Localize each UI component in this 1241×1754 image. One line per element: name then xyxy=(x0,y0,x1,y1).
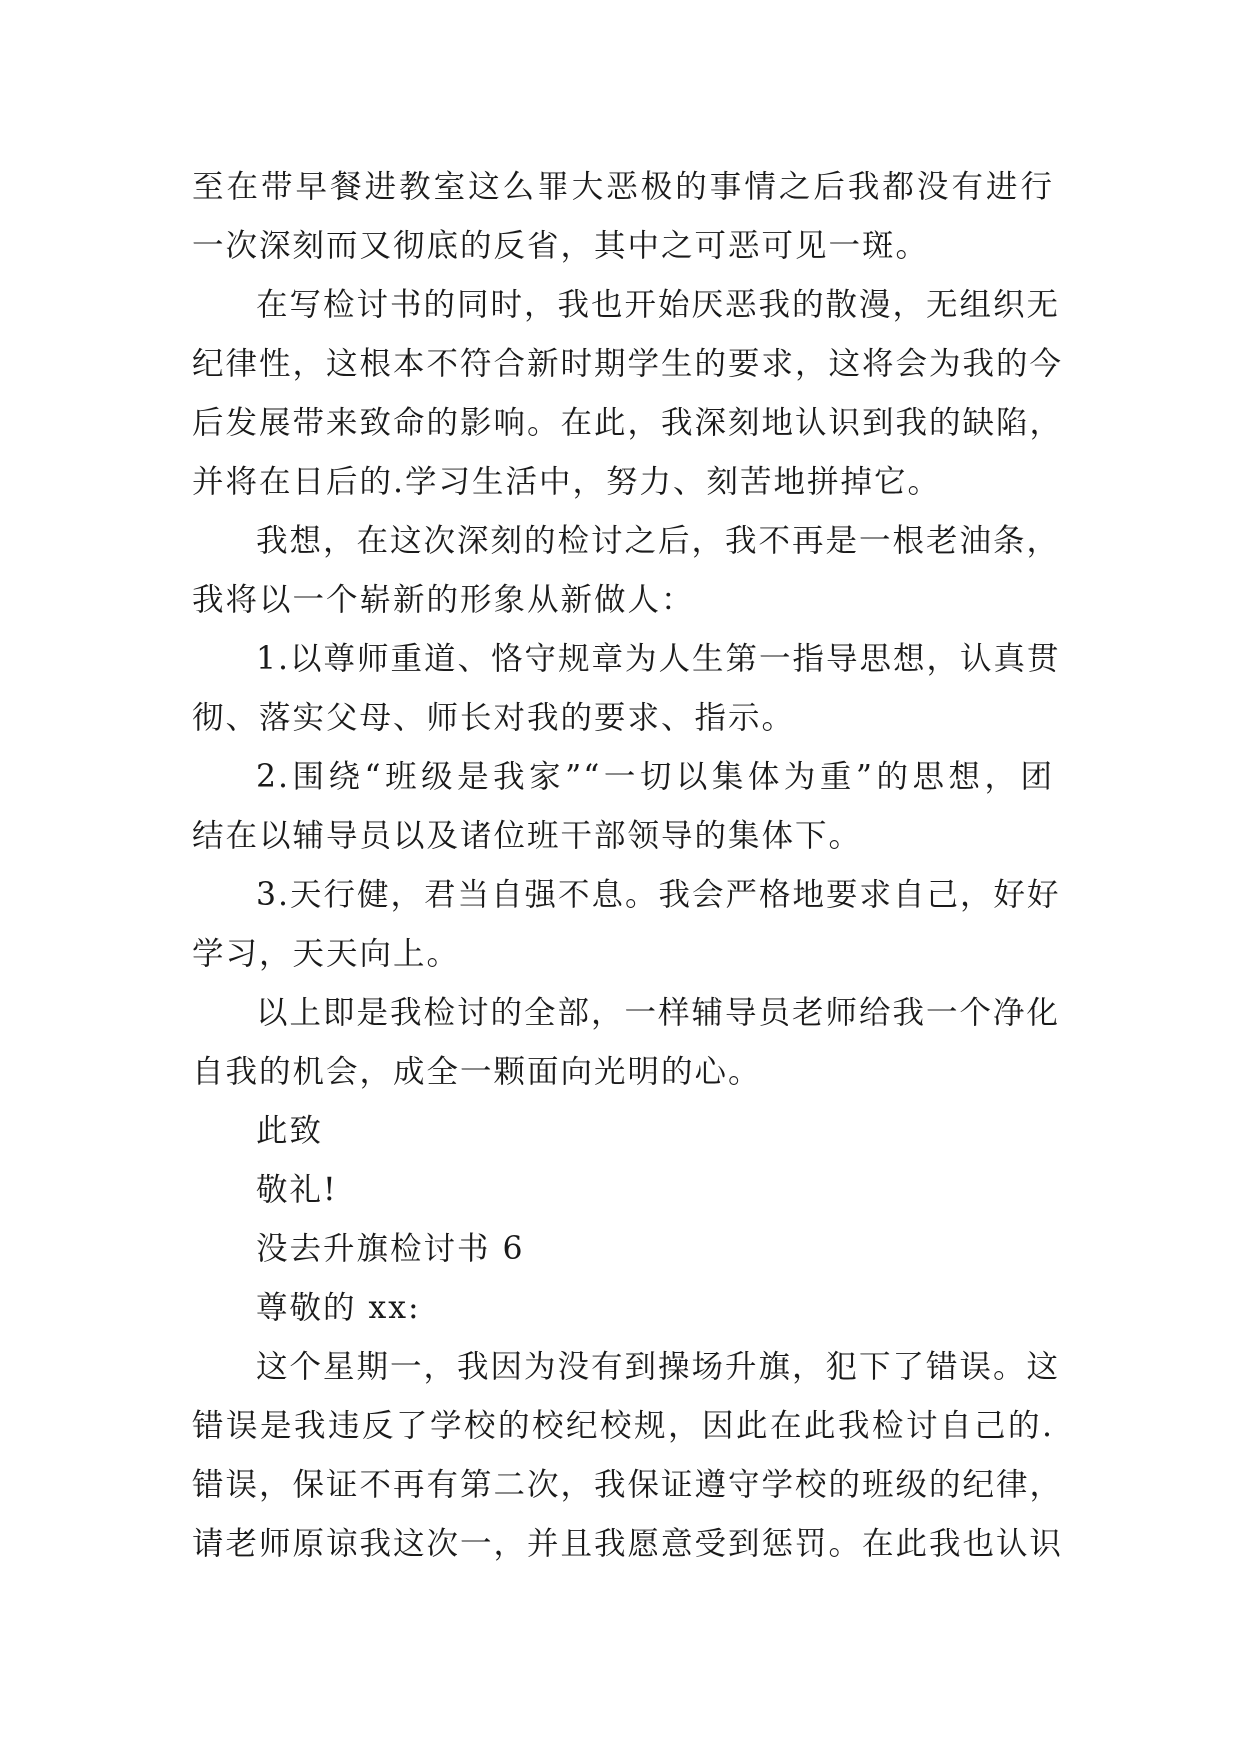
text-line: 请老师原谅我这次一，并且我愿意受到惩罚。在此我也认识 xyxy=(192,1526,1064,1562)
text-line: 学习，天天向上。 xyxy=(192,936,461,972)
text-line: 彻、落实父母、师长对我的要求、指示。 xyxy=(192,700,796,736)
text-line: 一次深刻而又彻底的反省，其中之可恶可见一斑。 xyxy=(192,228,930,264)
text-line: 至在带早餐进教室这么罪大恶极的事情之后我都没有进行 xyxy=(192,169,1054,205)
document-body xyxy=(192,158,1064,1574)
paragraph-start-line: 我想，在这次深刻的检讨之后，我不再是一根老油条， xyxy=(256,523,1061,559)
text-line: 自我的机会，成全一颗面向光明的心。 xyxy=(192,1054,762,1090)
closing-regards: 敬礼! xyxy=(256,1172,338,1208)
letter-greeting: 尊敬的 xx: xyxy=(256,1290,421,1326)
list-item-1: 1.以尊师重道、恪守规章为人生第一指导思想，认真贯 xyxy=(256,641,1061,677)
text-line: 错误是我违反了学校的校纪校规，因此在此我检讨自己的. xyxy=(192,1408,1054,1444)
paragraph-start-line: 在写检讨书的同时，我也开始厌恶我的散漫，无组织无 xyxy=(256,287,1061,323)
section-title: 没去升旗检讨书 6 xyxy=(256,1231,525,1267)
list-item-2: 2.围绕“班级是我家”“一切以集体为重”的思想，团 xyxy=(256,759,1054,795)
closing-salutation: 此致 xyxy=(256,1113,324,1149)
text-line: 我将以一个崭新的形象从新做人： xyxy=(192,582,695,618)
text-line: 错误，保证不再有第二次，我保证遵守学校的班级的纪律， xyxy=(192,1467,1064,1503)
paragraph-start-line: 这个星期一，我因为没有到操场升旗，犯下了错误。这 xyxy=(256,1349,1061,1385)
paragraph-start-line: 以上即是我检讨的全部，一样辅导员老师给我一个净化 xyxy=(256,995,1061,1031)
text-line: 后发展带来致命的影响。在此，我深刻地认识到我的缺陷， xyxy=(192,405,1064,441)
text-line: 纪律性，这根本不符合新时期学生的要求，这将会为我的今 xyxy=(192,346,1064,382)
text-line: 并将在日后的.学习生活中，努力、刻苦地拼掉它。 xyxy=(192,464,942,500)
text-line: 结在以辅导员以及诸位班干部领导的集体下。 xyxy=(192,818,863,854)
list-item-3: 3.天行健，君当自强不息。我会严格地要求自己，好好 xyxy=(256,877,1061,913)
